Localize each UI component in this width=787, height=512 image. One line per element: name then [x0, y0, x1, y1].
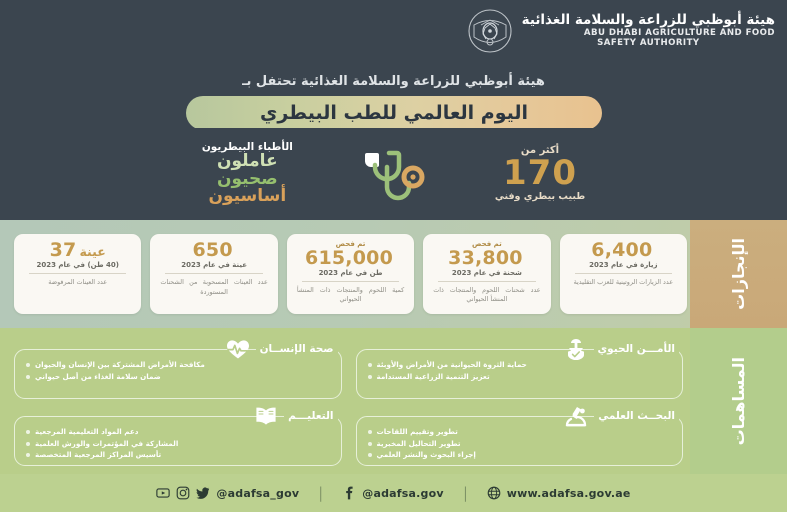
globe-icon[interactable] [487, 486, 501, 500]
bullet-text: المشاركة في المؤتمرات والورش العلمية [35, 438, 179, 448]
bullet-dot [26, 442, 30, 446]
bullet-dot [368, 453, 372, 457]
bullet-text: حماية الثروة الحيوانية من الأمراض والأوبئة [376, 360, 527, 369]
footer-separator: | [318, 484, 324, 502]
vets-slogan-line-2: صحيون [216, 168, 278, 189]
heart-pulse-icon [225, 338, 251, 360]
youtube-icon[interactable] [156, 486, 170, 500]
list-item [368, 360, 672, 370]
bullet-dot [26, 453, 30, 457]
contribution-card-human-health [14, 338, 342, 399]
contribution-bullet-list [26, 427, 330, 460]
stat-card-number: 650 [192, 239, 233, 261]
contribution-card-title: الأمـــن الحيوي [594, 343, 679, 355]
stat-card-description: عدد العينات المرفوضة [48, 278, 108, 286]
stat-card [423, 234, 550, 314]
open-book-icon [253, 405, 279, 427]
bullet-dot [368, 430, 372, 434]
achievements-tab-label: الإنجازات [729, 238, 748, 310]
stat-card [560, 234, 687, 314]
stat-card-period: عينة في عام 2023 [181, 261, 247, 269]
stat-card-divider [438, 281, 535, 282]
bullet-dot [368, 375, 372, 379]
list-item [368, 427, 672, 437]
bullet-text: تطوير وتقييم اللقاحات [376, 427, 458, 436]
contribution-card-scientific-research [356, 405, 684, 466]
vet-count-prefix: أكثر من [520, 144, 560, 156]
vets-slogan-line-0: الأطباء البيطريون [201, 141, 293, 154]
list-item [368, 372, 672, 382]
page-title: اليوم العالمي للطب البيطري [259, 102, 529, 124]
vet-count-number: 170 [503, 153, 577, 194]
vets-slogan-line-3: أساسيون [208, 186, 287, 207]
bullet-dot [26, 430, 30, 434]
contribution-card-title: صحة الإنســان [256, 343, 338, 355]
stat-card-period: (40 طن) في عام 2023 [36, 261, 119, 269]
list-item [368, 450, 672, 460]
vets-slogan-line-1: عاملون [217, 150, 278, 171]
vet-count-block [495, 146, 585, 202]
contributions-tab-label: المساهمات [729, 356, 748, 446]
contribution-bullet-list [368, 360, 672, 381]
social-handle-text[interactable]: @adafsa_gov [216, 486, 300, 500]
contribution-bullet-list [26, 360, 330, 381]
list-item [26, 372, 330, 382]
bullet-dot [368, 442, 372, 446]
stat-card-number: 6,400 [591, 239, 653, 261]
contribution-card-education [14, 405, 342, 466]
contributions-band [0, 328, 787, 474]
contribution-card-biosecurity [356, 338, 684, 399]
website-text[interactable]: www.adafsa.gov.ae [506, 486, 631, 500]
list-item [26, 450, 330, 460]
bullet-dot [26, 363, 30, 367]
bullet-text: ضمان سلامة الغذاء من أصل حيواني [35, 371, 161, 381]
bullet-text: مكافحة الأمراض المشتركة بين الإنسان والحيوان [35, 360, 205, 369]
falcon-emblem-icon [467, 8, 513, 54]
bullet-text: تعزيز التنمية الزراعية المستدامة [376, 371, 490, 381]
twitter-icon[interactable] [196, 486, 210, 500]
stat-card-prefix: تم فحص [335, 240, 366, 248]
brand-name-english-line2: SAFETY AUTHORITY [597, 37, 700, 48]
contribution-card-title: البحــث العلمي [594, 410, 679, 422]
bullet-text: إجراء البحوث والنشر العلمي [376, 450, 476, 460]
stat-card-period: طن في عام 2023 [318, 268, 383, 277]
stat-card-unit: عينة [79, 244, 106, 259]
brand-name-arabic: هيئة أبوظبي للزراعة والسلامة الغذائية [521, 12, 775, 29]
achievements-tab [690, 220, 787, 328]
social-handles-group [156, 486, 299, 500]
bullet-text: دعم المواد التعليمية المرجعية [35, 427, 139, 436]
stat-card-period: زيارة في عام 2023 [589, 261, 658, 269]
main-title-pill [186, 96, 602, 130]
facebook-group [342, 486, 443, 500]
stat-card-description: كمية اللحوم والمنتجات ذات المنشأ الحيواني [296, 285, 405, 304]
stat-card [287, 234, 414, 314]
bullet-text: تأسيس المراكز المرجعية المتخصصة [35, 450, 162, 460]
page-header [0, 0, 787, 66]
vets-slogan [202, 142, 293, 206]
veterinarians-band [0, 128, 787, 220]
stat-card-description: عدد شحنات اللحوم والمنتجات ذات المنشأ الحيواني [433, 285, 541, 304]
footer-separator: | [462, 484, 468, 502]
list-item [368, 439, 672, 449]
stat-card-prefix: تم فحص [472, 240, 502, 248]
stat-card-period: شحنة في عام 2023 [451, 268, 522, 277]
achievements-card-list [14, 234, 687, 314]
contributions-tab [690, 328, 787, 474]
achievements-band [0, 220, 787, 328]
list-item [26, 427, 330, 437]
brand-text [522, 13, 775, 48]
stat-card-divider [165, 273, 262, 274]
stat-card-description: عدد الزيارات الروتينية للعزب التقليدية [573, 278, 674, 286]
contribution-bullet-list [368, 427, 672, 460]
vet-count-label: طبيب بيطري وفني [494, 191, 586, 203]
bullet-text: تطوير التحاليل المخبرية [376, 438, 461, 448]
biosecurity-plant-shield-icon [563, 338, 589, 360]
brand-lockup [467, 8, 775, 54]
facebook-handle-text[interactable]: @adafsa.gov [362, 486, 444, 500]
celebration-subtitle: هيئة أبوظبي للزراعة والسلامة الغذائية تحتفل بـ [242, 74, 545, 89]
stat-card-number: 33,800 [448, 246, 523, 269]
stat-card-divider [29, 273, 126, 274]
stat-card-description: عدد العينات المسحوبة من الشحنات المستوردة [160, 278, 268, 296]
instagram-icon[interactable] [176, 486, 190, 500]
bullet-dot [368, 363, 372, 367]
brand-name-english-line1: ABU DHABI AGRICULTURE AND FOOD [583, 27, 775, 38]
contribution-card-title: التعليـــم [284, 410, 337, 422]
stethoscope-icon [351, 141, 437, 207]
stat-card-number: 37 [49, 239, 77, 261]
stat-card-divider [302, 281, 399, 282]
website-group [487, 486, 631, 500]
bullet-dot [26, 375, 30, 379]
list-item [26, 360, 330, 370]
stat-card-divider [575, 273, 672, 274]
title-section [0, 66, 787, 128]
stat-card [150, 234, 277, 314]
page-footer [0, 474, 787, 512]
microscope-icon [563, 405, 589, 427]
facebook-icon[interactable] [342, 486, 356, 500]
stat-card-number: 615,000 [305, 246, 393, 269]
stat-card [14, 234, 141, 314]
list-item [26, 439, 330, 449]
contributions-card-grid [14, 338, 683, 466]
